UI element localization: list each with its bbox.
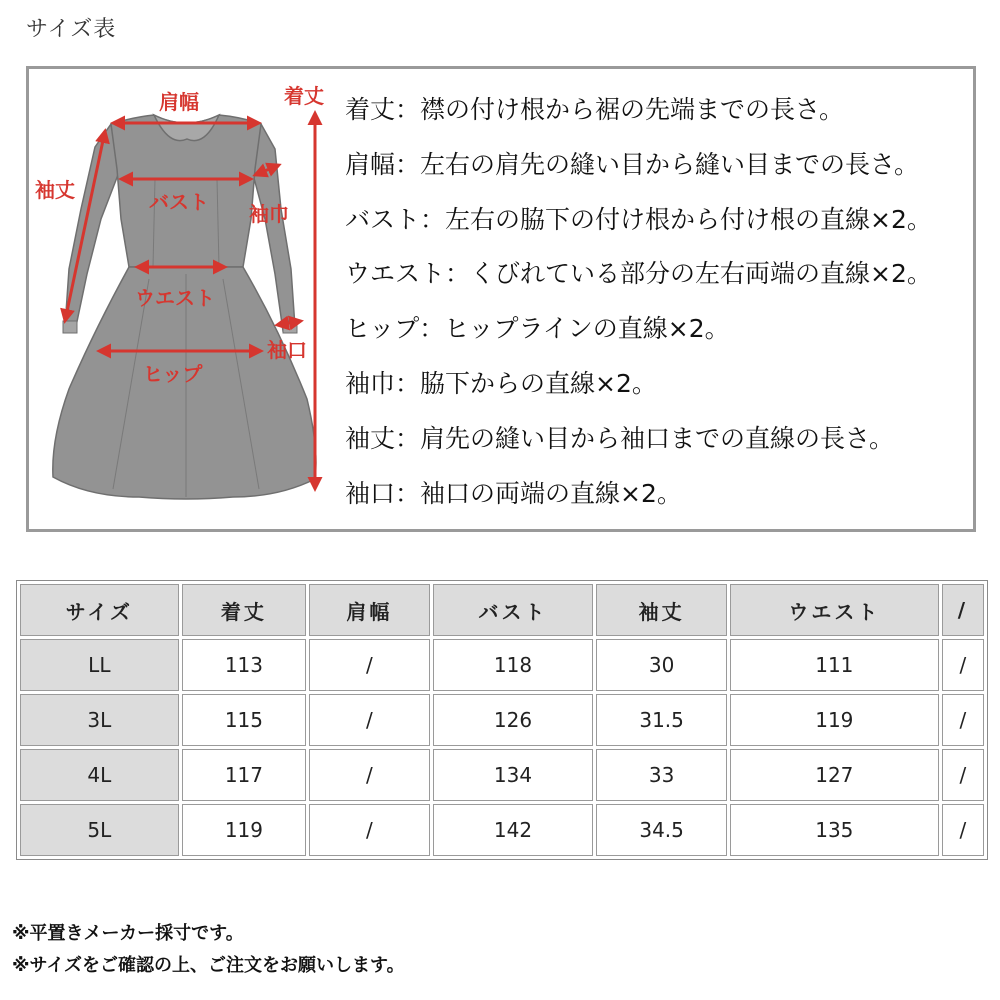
label-sleeve-width: 袖巾 — [249, 202, 289, 226]
table-header-row — [20, 584, 984, 636]
definition-item: 袖丈：肩先の縫い目から袖口までの直線の長さ。 — [345, 423, 895, 453]
definition-item: ヒップ：ヒップラインの直線×2。 — [345, 314, 730, 344]
cell: 126 — [433, 694, 594, 746]
cell: 31.5 — [596, 694, 727, 746]
cell: / — [309, 804, 430, 856]
size-table — [16, 580, 988, 860]
header-blank: / — [942, 584, 984, 636]
page-title: サイズ表 — [26, 17, 117, 42]
note-confirm-size: ※サイズをご確認の上、ご注文をお願いします。 — [12, 955, 405, 976]
cell: 134 — [433, 749, 594, 801]
cell: / — [309, 639, 430, 691]
header-sleeve-length: 袖丈 — [596, 584, 727, 636]
label-shoulder: 肩幅 — [159, 90, 199, 114]
table-row — [20, 804, 984, 856]
row-size: 4L — [20, 749, 179, 801]
header-size: サイズ — [20, 584, 179, 636]
table-row — [20, 749, 984, 801]
header-length: 着丈 — [182, 584, 307, 636]
cell: 118 — [433, 639, 594, 691]
label-hip: ヒップ — [143, 362, 203, 386]
cell: 111 — [730, 639, 939, 691]
table-row — [20, 639, 984, 691]
cell: / — [309, 749, 430, 801]
table-row — [20, 694, 984, 746]
cell: / — [309, 694, 430, 746]
header-waist: ウエスト — [730, 584, 939, 636]
cell: 142 — [433, 804, 594, 856]
row-size: LL — [20, 639, 179, 691]
header-bust: バスト — [433, 584, 594, 636]
cell: 119 — [730, 694, 939, 746]
measurement-guide — [26, 66, 976, 532]
cell: 115 — [182, 694, 307, 746]
cell: / — [942, 749, 984, 801]
cell: 119 — [182, 804, 307, 856]
row-size: 5L — [20, 804, 179, 856]
definition-item: 肩幅：左右の肩先の縫い目から縫い目までの長さ。 — [345, 149, 920, 179]
cell: 117 — [182, 749, 307, 801]
label-length: 着丈 — [284, 84, 324, 108]
cell: 127 — [730, 749, 939, 801]
dress-illustration — [29, 69, 349, 529]
cell: 30 — [596, 639, 727, 691]
cell: 113 — [182, 639, 307, 691]
definition-item: 袖口：袖口の両端の直線×2。 — [345, 478, 682, 508]
cell: 34.5 — [596, 804, 727, 856]
cell: / — [942, 694, 984, 746]
label-sleeve-length: 袖丈 — [35, 178, 75, 202]
definition-item: 着丈：襟の付け根から裾の先端までの長さ。 — [345, 95, 845, 124]
definition-list — [345, 83, 975, 521]
definition-item: バスト：左右の脇下の付け根から付け根の直線×2。 — [345, 204, 932, 234]
label-bust: バスト — [149, 190, 209, 214]
cell: / — [942, 804, 984, 856]
definition-item: 袖巾：脇下からの直線×2。 — [345, 368, 657, 398]
row-size: 3L — [20, 694, 179, 746]
note-measurement: ※平置きメーカー採寸です。 — [12, 923, 244, 944]
label-waist: ウエスト — [135, 286, 215, 310]
cell: 135 — [730, 804, 939, 856]
cell: / — [942, 639, 984, 691]
definition-item: ウエスト：くびれている部分の左右両端の直線×2。 — [345, 259, 932, 289]
notes — [12, 918, 405, 982]
header-shoulder: 肩幅 — [309, 584, 430, 636]
label-cuff: 袖口 — [267, 338, 307, 362]
cell: 33 — [596, 749, 727, 801]
